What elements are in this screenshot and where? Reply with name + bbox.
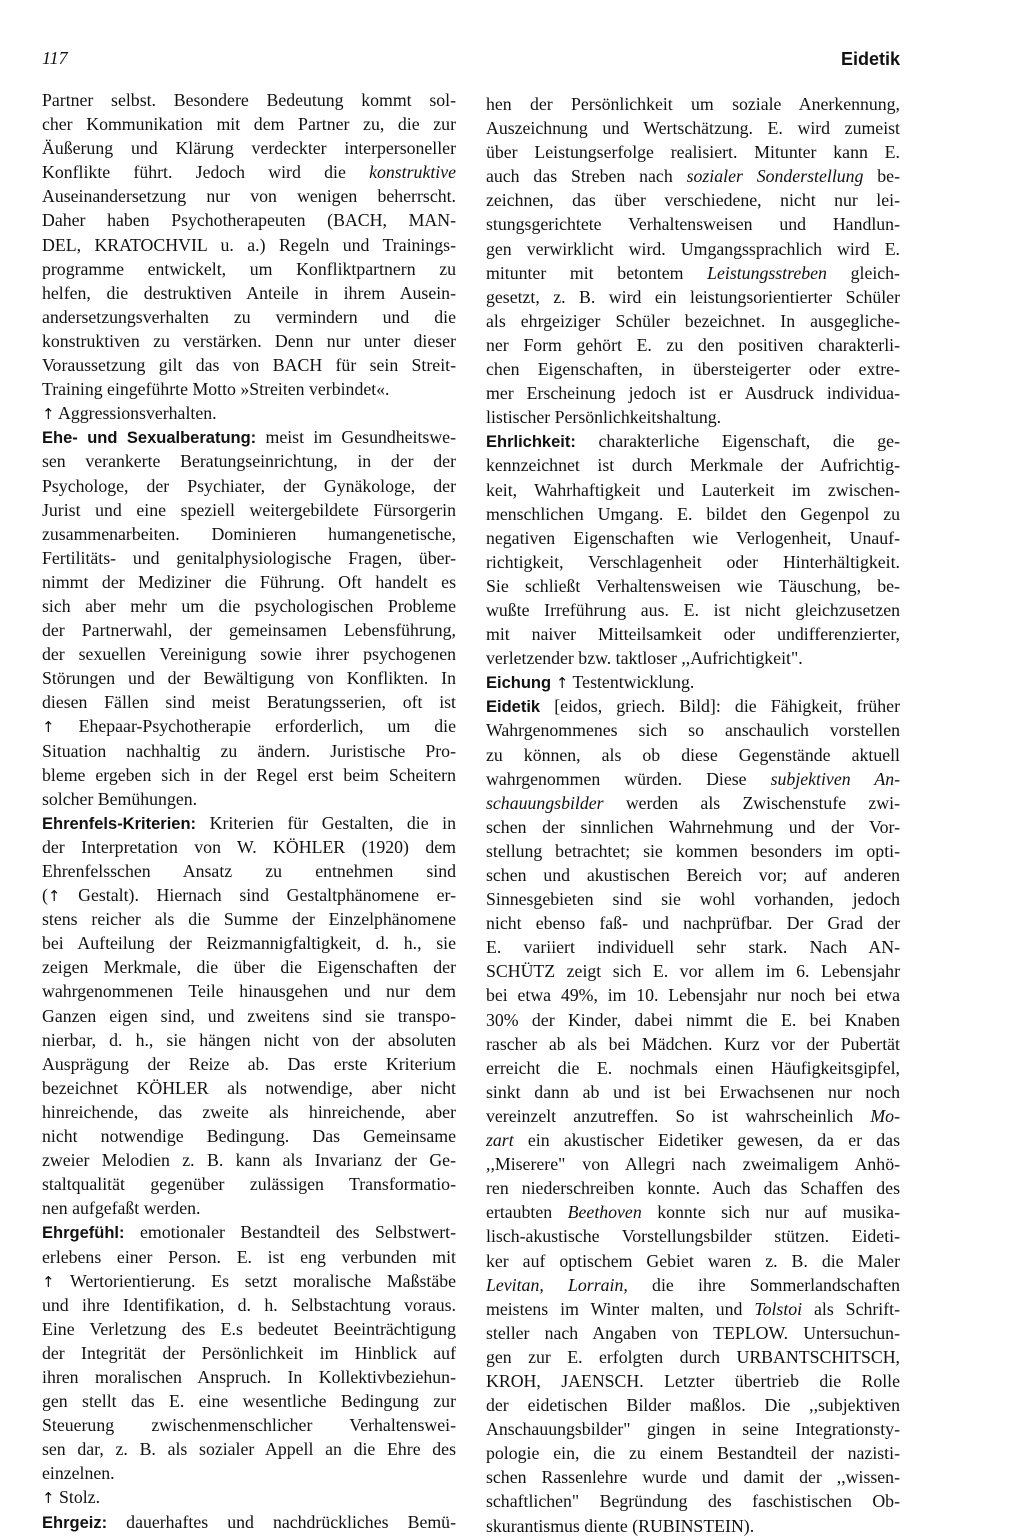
- line-text: meist im Gesundheitswe-: [256, 427, 456, 448]
- text-line: [42, 642, 456, 666]
- line-text: konstruktiven zu verstärken. Denn nur unter dieser: [42, 330, 456, 351]
- line-text: Sie schließt Verhaltensweisen wie Täuschung, be-: [486, 575, 900, 596]
- cross-reference-arrow-icon: ↑: [42, 1489, 55, 1508]
- line-text: sen verankerte Beratungseinrichtung, in der der: [42, 451, 456, 472]
- right-column: [486, 92, 900, 1538]
- text-line: [486, 1056, 900, 1080]
- text-line: [486, 478, 900, 502]
- text-line: [42, 1028, 456, 1052]
- line-text: mitunter mit betontem: [486, 262, 708, 283]
- entry-term: Ehe- und Sexualberatung:: [42, 429, 257, 448]
- line-text: Partner selbst. Besondere Bedeutung kommt sol-: [42, 90, 456, 110]
- line-text: DEL, KRATOCHVIL u. a.) Regeln und Trainings-: [42, 234, 456, 255]
- italic-text: schauungsbilder: [486, 792, 604, 813]
- line-text: vereinzelt anzutreffen. So ist wahrscheinlich: [486, 1105, 871, 1126]
- text-line: [42, 690, 456, 714]
- text-line: [486, 767, 900, 791]
- text-line: [42, 522, 456, 546]
- text-line: [42, 377, 456, 401]
- text-line: [42, 594, 456, 618]
- line-text: bleme ergeben sich in der Regel erst beim Scheitern: [42, 764, 456, 785]
- text-line: [42, 714, 456, 738]
- line-text: Auszeichnung und Wertschätzung. E. wird zumeist: [486, 118, 900, 139]
- entry-term: Ehrlichkeit:: [486, 433, 576, 452]
- line-text: stens reicher als die Summe der Einzelphänomene: [42, 909, 456, 930]
- cross-reference-arrow-icon: ↑: [42, 1272, 55, 1291]
- line-text: einzelnen.: [42, 1463, 115, 1484]
- line-text: KROH, JAENSCH. Letzter übertrieb die Rolle: [486, 1370, 900, 1391]
- line-text: sich aber mehr um die psychologischen Probleme: [42, 595, 456, 616]
- text-line: [486, 622, 900, 646]
- text-line: [42, 1317, 456, 1341]
- text-line: [42, 474, 456, 498]
- cross-reference-arrow-icon: ↑: [42, 405, 55, 424]
- text-line: [486, 1080, 900, 1104]
- line-text: erreicht die E. nochmals einen Häufigkeitsgipfel,: [486, 1057, 900, 1078]
- line-text: wahrgenommen würden. Diese: [486, 768, 771, 789]
- text-line: [42, 1100, 456, 1124]
- line-text: Training eingeführte Motto »Streiten verbindet«.: [42, 379, 390, 400]
- italic-text: Mo-: [870, 1105, 900, 1126]
- line-text: und ihre Identifikation, d. h. Selbstachtung voraus.: [42, 1294, 456, 1315]
- line-text: (: [42, 885, 48, 906]
- running-head: Eidetik: [840, 49, 900, 69]
- text-line: [486, 743, 900, 767]
- line-text: schen und akustischen Bereich vor; auf anderen: [486, 865, 900, 885]
- italic-text: Leistungsstreben: [707, 262, 827, 283]
- line-text: ,,Miserere" von Allegri nach zweimaligem Anhö-: [486, 1154, 900, 1175]
- text-line: [486, 237, 900, 261]
- line-text: be-: [863, 166, 900, 187]
- line-text: Kriterien für Gestalten, die in: [196, 812, 456, 833]
- text-line: [486, 405, 900, 429]
- text-line: [42, 1389, 456, 1413]
- line-text: programme entwickelt, um Konfliktpartnern zu: [42, 258, 456, 279]
- text-line: [486, 574, 900, 598]
- line-text: der Partnerwahl, der gemeinsamen Lebensführung,: [42, 620, 456, 641]
- italic-text: subjektiven An-: [770, 768, 900, 789]
- text-line: [42, 1510, 456, 1534]
- italic-text: Tolstoi: [754, 1298, 803, 1319]
- line-text: E. variiert individuell sehr stark. Nach AN-: [486, 937, 900, 958]
- text-line: [42, 1076, 456, 1100]
- text-line: [486, 261, 900, 285]
- entry-term: Ehrgeiz:: [42, 1513, 108, 1532]
- text-line: [42, 208, 456, 232]
- line-text: ein akustischer Eidetiker gewesen, da er das: [513, 1130, 900, 1151]
- italic-text: sozialer Sonderstellung: [686, 166, 864, 187]
- line-text: Äußerung und Klärung verdeckter interpersoneller: [42, 138, 456, 159]
- line-text: emotionaler Bestandteil des Selbstwert-: [124, 1222, 456, 1243]
- line-text: andersetzungsverhalten zu vermindern und die: [42, 306, 456, 327]
- page-number: 117: [42, 48, 68, 68]
- text-line: [42, 1124, 456, 1148]
- line-text: nicht notwendige Bedingung. Das Gemeinsame: [42, 1126, 456, 1147]
- line-text: ner Form gehört E. zu den positiven charakterli-: [486, 334, 900, 355]
- line-text: stungsgerichtete Verhaltensweisen und Handlun-: [486, 214, 900, 235]
- text-line: [486, 140, 900, 164]
- line-text: steller nach Angaben von TEPLOW. Untersuchun-: [486, 1322, 900, 1343]
- entry-term: Eichung: [486, 674, 552, 693]
- text-line: [486, 983, 900, 1007]
- text-line: [42, 233, 456, 257]
- line-text: zeigen Merkmale, die über die Eigenschaften der: [42, 957, 456, 978]
- line-text: Situation nachhaltig zu ändern. Juristische Pro-: [42, 740, 456, 761]
- text-line: [486, 188, 900, 212]
- text-line: [42, 136, 456, 160]
- text-line: [42, 257, 456, 281]
- text-line: [42, 907, 456, 931]
- line-text: menschlichen Umgang. E. bildet den Gegenpol zu: [486, 503, 900, 524]
- line-text: richtigkeit, Verschlagenheit oder Hinterhältigkeit.: [486, 551, 900, 572]
- text-line: [486, 1514, 900, 1538]
- line-text: Auseinandersetzung nur von wenigen beherrscht.: [42, 186, 456, 207]
- text-line: [42, 1052, 456, 1076]
- line-text: hen der Persönlichkeit um soziale Anerkennung,: [486, 94, 900, 114]
- text-line: [486, 1393, 900, 1417]
- line-text: Jurist und eine speziell weitergebildete Fürsorgerin: [42, 499, 456, 520]
- text-line: [486, 1128, 900, 1152]
- line-text: gen stellt das E. eine wesentliche Bedingung zur: [42, 1391, 456, 1412]
- text-line: [486, 718, 900, 742]
- line-text: 30% der Kinder, dabei nimmt die E. bei Knaben: [486, 1009, 900, 1030]
- line-text: Eine Verletzung des E.s bedeutet Beeinträchtigung: [42, 1318, 456, 1339]
- text-line: [42, 329, 456, 353]
- line-text: verletzender bzw. taktloser ,,Aufrichtigkeit".: [486, 648, 803, 669]
- text-line: [42, 1485, 456, 1509]
- line-text: stellung betrachtet; sie kommen besonders im opti-: [486, 840, 900, 861]
- text-line: [42, 955, 456, 979]
- cross-reference-arrow-icon: ↑: [551, 674, 569, 693]
- line-text: meistens im Winter malten, und: [486, 1298, 755, 1319]
- text-line: [42, 1437, 456, 1461]
- text-line: [42, 618, 456, 642]
- line-text: charakterliche Eigenschaft, die ge-: [575, 431, 900, 452]
- text-line: [486, 1489, 900, 1513]
- text-line: [42, 1196, 456, 1220]
- text-line: [486, 1104, 900, 1128]
- line-text: ren niederschreiben konnte. Auch das Schaffen des: [486, 1178, 900, 1199]
- line-text: ihren moralischen Anspruch. In Kollektivbeziehun-: [42, 1366, 456, 1387]
- line-text: Wertorientierung. Es setzt moralische Maßstäbe: [54, 1270, 456, 1291]
- line-text: zu können, als ob diese Gegenstände aktuell: [486, 744, 900, 765]
- text-line: [42, 811, 456, 835]
- text-line: [42, 1245, 456, 1269]
- text-line: [486, 1176, 900, 1200]
- cross-reference-arrow-icon: ↑: [42, 718, 55, 737]
- text-line: [486, 1200, 900, 1224]
- line-text: helfen, die destruktiven Anteile in ihrem Ausein-: [42, 282, 456, 303]
- text-line: [42, 666, 456, 690]
- line-text: chen Eigenschaften, in übersteigerter oder extre-: [486, 359, 900, 380]
- text-line: [486, 1345, 900, 1369]
- line-text: Voraussetzung gilt das von BACH für sein Streit-: [42, 355, 456, 376]
- line-text: Testentwicklung.: [568, 672, 695, 693]
- line-text: Wahrgenommenes sich so anschaulich vorstellen: [486, 720, 900, 741]
- line-text: Aggressionsverhalten.: [54, 403, 217, 424]
- line-text: Konflikte führt. Jedoch wird die: [42, 162, 370, 183]
- text-line: [486, 1297, 900, 1321]
- text-line: [486, 1441, 900, 1465]
- line-text: Fertilitäts- und genitalphysiologische Fragen, über-: [42, 547, 456, 568]
- text-line: [42, 570, 456, 594]
- italic-text: Levitan, Lorrain,: [486, 1274, 628, 1295]
- line-text: kennzeichnet ist durch Merkmale der Aufrichtig-: [486, 455, 900, 476]
- line-text: sen dar, z. B. als sozialer Appell an die Ehre des: [42, 1439, 456, 1460]
- text-line: [486, 212, 900, 236]
- text-line: [486, 935, 900, 959]
- line-text: keit, Wahrhaftigkeit und Lauterkeit im zwischen-: [486, 479, 900, 500]
- text-line: [486, 429, 900, 453]
- line-text: der Integrität der Persönlichkeit im Hinblick auf: [42, 1342, 456, 1363]
- line-text: Ganzen eigen sind, und zweitens sind sie transpo-: [42, 1005, 456, 1026]
- line-text: ertaubten: [486, 1202, 568, 1223]
- line-text: nimmt der Mediziner die Führung. Oft handelt es: [42, 571, 456, 592]
- entry-term: Ehrenfels-Kriterien:: [42, 814, 197, 833]
- text-line: [486, 863, 900, 887]
- text-line: [42, 1148, 456, 1172]
- text-line: [42, 184, 456, 208]
- line-text: skurantismus diente (RUBINSTEIN).: [486, 1515, 755, 1536]
- text-line: [486, 1032, 900, 1056]
- text-line: [42, 1413, 456, 1437]
- text-line: [486, 815, 900, 839]
- line-text: zeichnen, das über verschiedene, nicht nur lei-: [486, 190, 900, 211]
- line-text: [eidos, griech. Bild]: die Fähigkeit, früher: [540, 696, 900, 717]
- text-line: [42, 763, 456, 787]
- line-text: schen Rassenlehre wurde und damit der ,,wissen-: [486, 1467, 900, 1488]
- text-line: [42, 1220, 456, 1244]
- text-line: [42, 1004, 456, 1028]
- line-text: SCHÜTZ zeigt sich E. vor allem im 6. Lebensjahr: [486, 961, 900, 982]
- line-text: werden als Zwischenstufe zwi-: [603, 792, 900, 813]
- line-text: rascher ab als bei Mädchen. Kurz vor der Pubertät: [486, 1033, 900, 1054]
- line-text: gen zur E. erfolgten durch URBANTSCHITSCH,: [486, 1346, 900, 1367]
- line-text: der sexuellen Vereinigung sowie ihrer psychogenen: [42, 644, 456, 665]
- text-line: [486, 526, 900, 550]
- text-line: [486, 887, 900, 911]
- line-text: auch das Streben nach: [486, 166, 687, 187]
- left-column: [42, 88, 456, 1534]
- entry-term: Ehrgefühl:: [42, 1224, 125, 1243]
- text-line: [486, 333, 900, 357]
- text-line: [42, 305, 456, 329]
- line-text: schaftlichen" Begründung des faschistischen Ob-: [486, 1491, 900, 1512]
- text-line: [42, 401, 456, 425]
- text-line: [42, 859, 456, 883]
- line-text: erlebens einer Person. E. ist eng verbunden mit: [42, 1246, 456, 1267]
- text-line: [486, 1224, 900, 1248]
- text-line: [486, 598, 900, 622]
- text-line: [486, 502, 900, 526]
- text-line: [486, 357, 900, 381]
- text-line: [486, 381, 900, 405]
- line-text: Anschauungsbilder" gingen in seine Integrationsty-: [486, 1419, 900, 1440]
- line-text: Gestalt). Hiernach sind Gestaltphänomene er-: [60, 885, 456, 906]
- line-text: gleich-: [826, 262, 900, 283]
- line-text: Psychologe, der Psychiater, der Gynäkologe, der: [42, 475, 456, 496]
- line-text: zusammenarbeiten. Dominieren humangenetische,: [42, 523, 456, 544]
- text-line: [486, 92, 900, 116]
- text-line: [486, 694, 900, 718]
- text-line: [42, 787, 456, 811]
- text-line: [42, 88, 456, 112]
- text-line: [486, 911, 900, 935]
- line-text: die ihre Sommerlandschaften: [627, 1274, 900, 1295]
- text-line: [42, 1341, 456, 1365]
- text-line: [42, 1461, 456, 1485]
- line-text: hinreichende, das zweite als hinreichende, aber: [42, 1101, 456, 1122]
- line-text: diesen Fällen sind meist Beratungsserien, oft ist: [42, 692, 456, 713]
- line-text: pologie ein, die zu einem Bestandteil der nazisti-: [486, 1443, 900, 1464]
- line-text: mit naiver Mitteilsamkeit oder undifferenzierter,: [486, 624, 900, 645]
- text-line: [42, 1172, 456, 1196]
- line-text: der eidetischen Bilder maßlos. Die ,,subjektiven: [486, 1395, 900, 1416]
- text-line: [486, 453, 900, 477]
- entry-term: Eidetik: [486, 698, 541, 717]
- line-text: bei etwa 49%, im 10. Lebensjahr nur noch bei etwa: [486, 985, 900, 1006]
- line-text: zweier Melodien z. B. kann als Invarianz der Ge-: [42, 1150, 456, 1171]
- line-text: bezeichnet KÖHLER als notwendige, aber nicht: [42, 1077, 456, 1098]
- line-text: gesetzt, z. B. wird ein leistungsorientierter Schüler: [486, 286, 900, 307]
- line-text: cher Kommunikation mit dem Partner zu, die zur: [42, 114, 456, 135]
- text-line: [486, 309, 900, 333]
- text-line: [486, 791, 900, 815]
- text-line: [486, 1321, 900, 1345]
- italic-text: Beethoven: [567, 1202, 642, 1223]
- line-text: Sinnesgebieten sind sie wohl vorhanden, jedoch: [486, 889, 900, 910]
- line-text: gen verwirklicht wird. Umgangssprachlich wird E.: [486, 238, 900, 259]
- text-line: [486, 1417, 900, 1441]
- line-text: Ausprägung der Reize ab. Das erste Kriterium: [42, 1053, 456, 1074]
- line-text: staltqualität gegenüber zulässigen Transformatio-: [42, 1174, 456, 1195]
- text-line: [486, 164, 900, 188]
- line-text: Steuerung zwischenmenschlicher Verhaltenswei-: [42, 1415, 456, 1436]
- line-text: als ehrgeiziger Schüler bezeichnet. In ausgegliche-: [486, 310, 900, 331]
- text-line: [486, 1249, 900, 1273]
- text-line: [42, 835, 456, 859]
- text-line: [486, 646, 900, 670]
- text-line: [42, 883, 456, 907]
- line-text: als Schrift-: [802, 1298, 900, 1319]
- text-line: [42, 353, 456, 377]
- italic-text: konstruktive: [369, 162, 456, 183]
- line-text: dauerhaftes und nachdrückliches Bemü-: [107, 1511, 456, 1532]
- line-text: sinkt dann ab und ist bei Erwachsenen nur noch: [486, 1081, 900, 1102]
- line-text: lisch-akustische Vorstellungsbilder stützen. Eideti-: [486, 1226, 900, 1247]
- text-line: [486, 1465, 900, 1489]
- line-text: Stolz.: [54, 1487, 101, 1508]
- line-text: der Interpretation von W. KÖHLER (1920) dem: [42, 836, 456, 857]
- text-line: [42, 449, 456, 473]
- line-text: mer Erscheinung jedoch ist er Ausdruck individua-: [486, 383, 900, 404]
- line-text: Ehrenfelsschen Ansatz zu entnehmen sind: [42, 861, 456, 881]
- text-line: [486, 670, 900, 694]
- text-line: [42, 979, 456, 1003]
- cross-reference-arrow-icon: ↑: [47, 887, 61, 906]
- text-line: [486, 116, 900, 140]
- text-line: [42, 281, 456, 305]
- text-line: [486, 959, 900, 983]
- text-line: [42, 546, 456, 570]
- text-line: [42, 931, 456, 955]
- italic-text: zart: [486, 1130, 514, 1151]
- line-text: konnte sich nur auf musika-: [641, 1202, 900, 1223]
- line-text: nicht ebenso faß- und nachprüfbar. Der Grad der: [486, 913, 900, 934]
- line-text: über Leistungserfolge realisiert. Mitunter kann E.: [486, 142, 900, 163]
- text-line: [486, 285, 900, 309]
- line-text: nierbar, d. h., sie hängen nicht von der absoluten: [42, 1029, 456, 1050]
- text-line: [42, 1365, 456, 1389]
- line-text: nen aufgefaßt werden.: [42, 1198, 201, 1219]
- line-text: ker auf optischem Gebiet waren z. B. die Maler: [486, 1250, 900, 1271]
- line-text: schen der sinnlichen Wahrnehmung und der Vor-: [486, 816, 900, 837]
- line-text: negativen Eigenschaften wie Verlogenheit, Unauf-: [486, 527, 900, 548]
- text-line: [486, 1152, 900, 1176]
- line-text: Störungen und der Bewältigung von Konflikten. In: [42, 668, 456, 689]
- line-text: wahrgenommenen Teile hinausgehen und nur dem: [42, 981, 456, 1002]
- text-line: [486, 1369, 900, 1393]
- line-text: Ehepaar-Psychotherapie erforderlich, um die: [54, 716, 456, 737]
- text-line: [486, 1008, 900, 1032]
- text-line: [42, 425, 456, 449]
- text-line: [42, 739, 456, 763]
- text-line: [486, 839, 900, 863]
- line-text: wußte Irreführung aus. E. ist nicht gleichzusetzen: [486, 599, 900, 620]
- text-line: [42, 1269, 456, 1293]
- line-text: bei Aufteilung der Reizmannigfaltigkeit, d. h., sie: [42, 933, 456, 954]
- text-line: [42, 1293, 456, 1317]
- text-line: [42, 112, 456, 136]
- text-line: [42, 498, 456, 522]
- text-line: [486, 1273, 900, 1297]
- line-text: solcher Bemühungen.: [42, 788, 198, 809]
- line-text: Daher haben Psychotherapeuten (BACH, MAN-: [42, 210, 456, 231]
- line-text: listischer Persönlichkeitshaltung.: [486, 407, 722, 428]
- text-line: [42, 160, 456, 184]
- text-line: [486, 550, 900, 574]
